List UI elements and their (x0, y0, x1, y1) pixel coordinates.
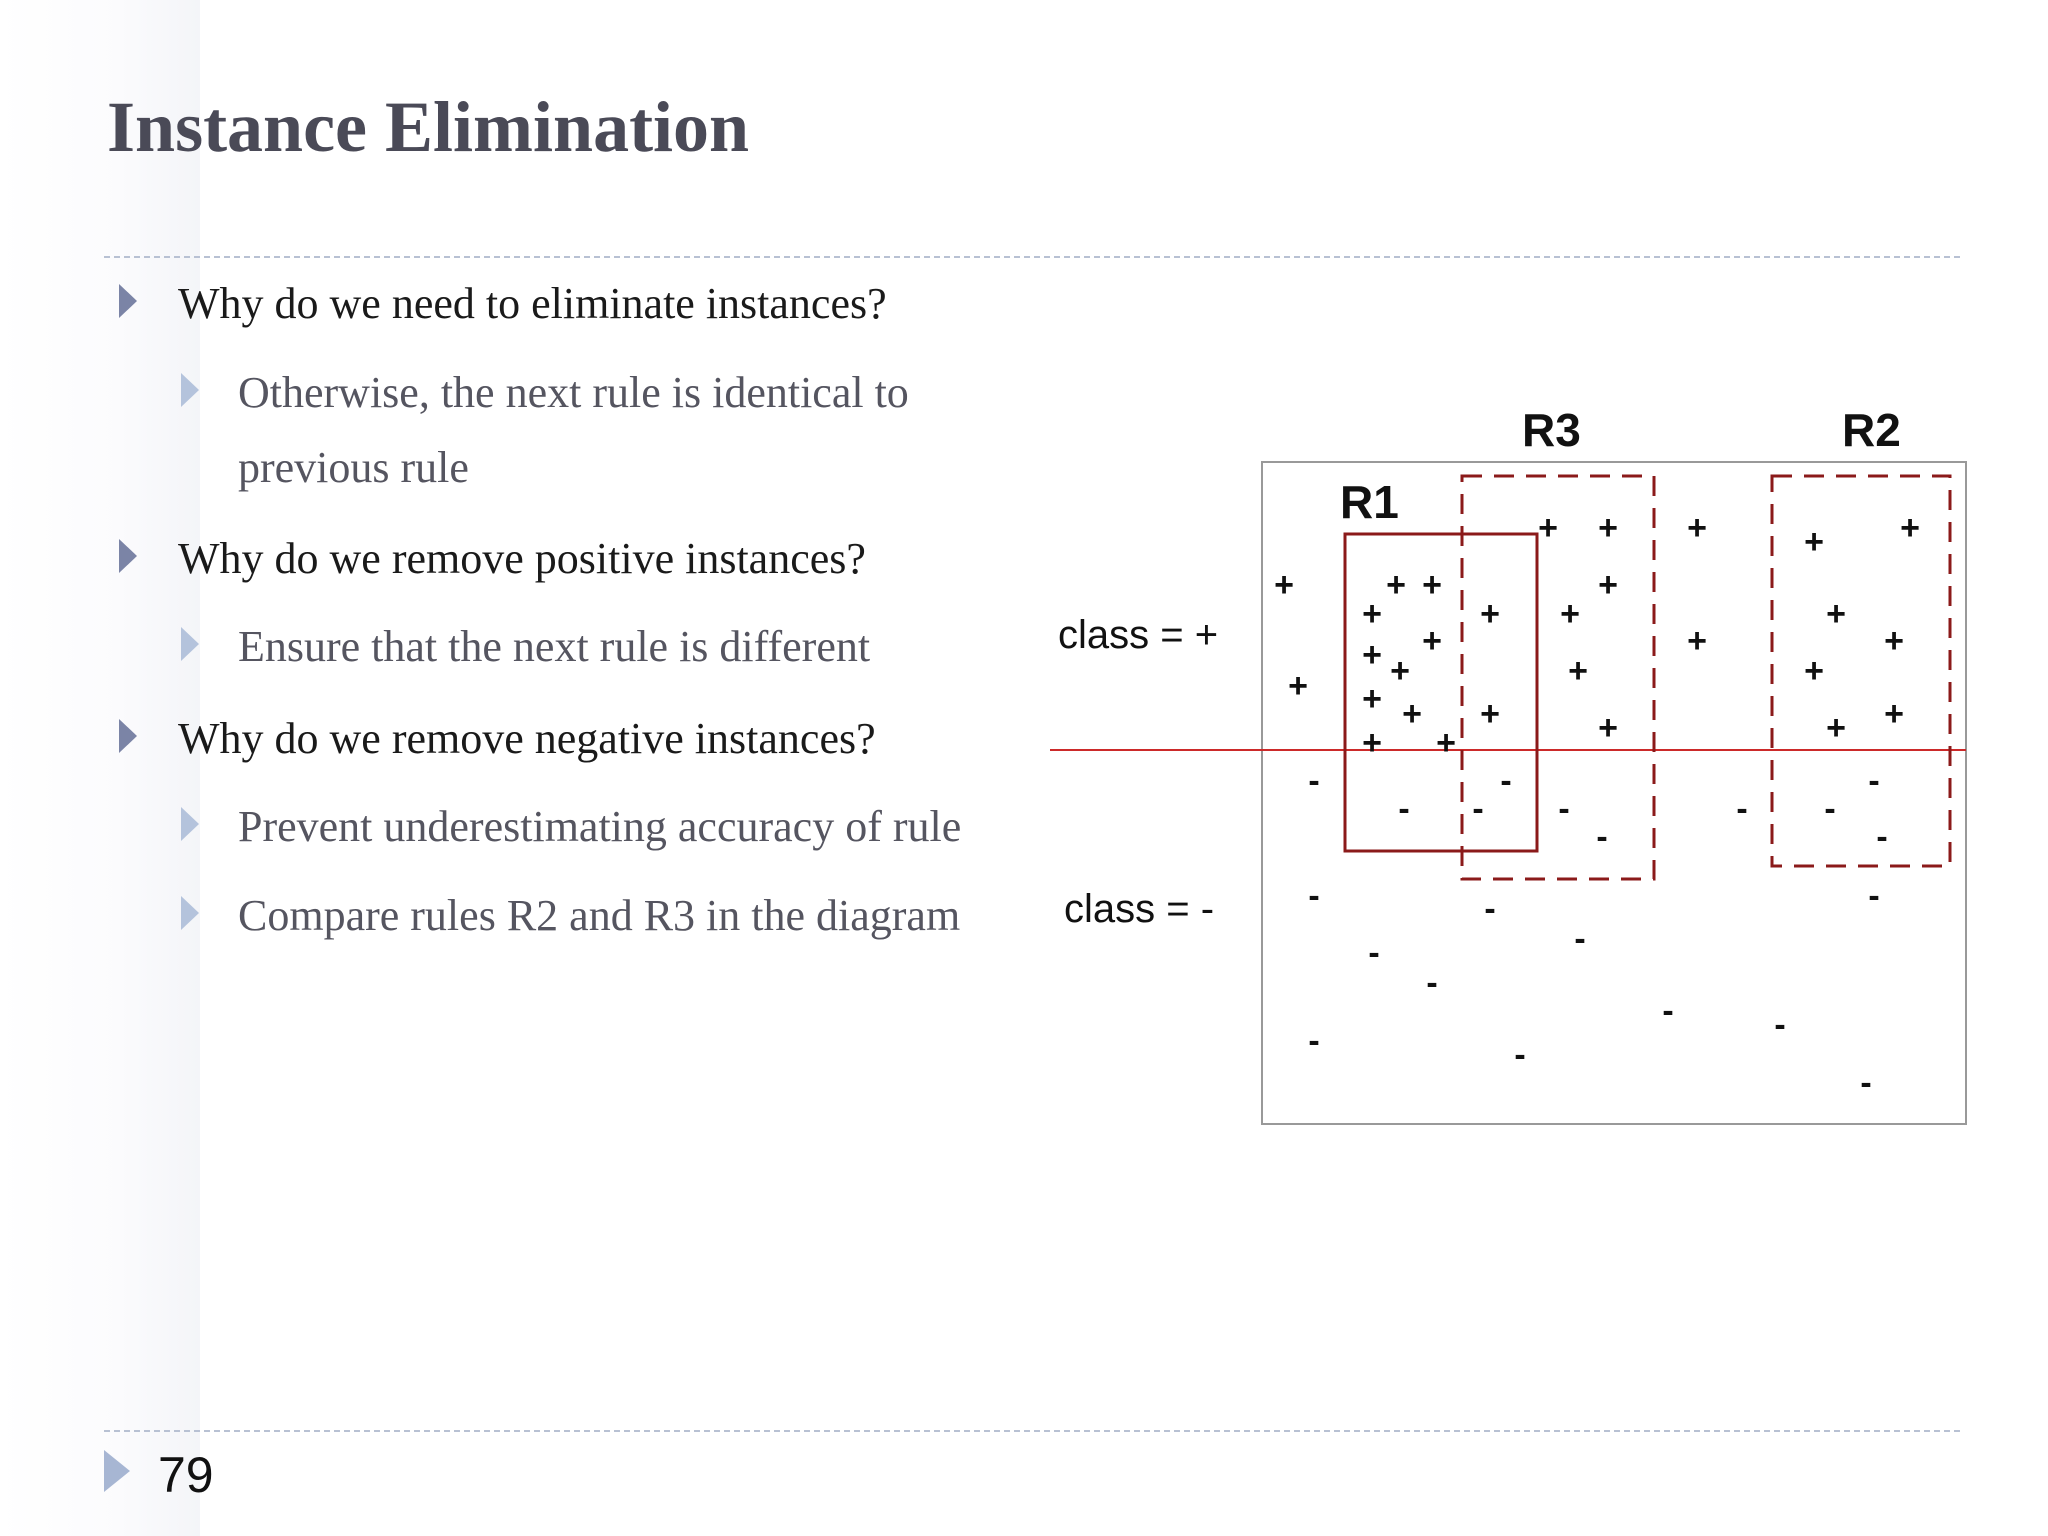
sub-bullet-text: previous rule (238, 443, 469, 492)
positive-instance-mark: + (1826, 595, 1846, 633)
negative-instance-mark: - (1868, 877, 1880, 915)
negative-instance-mark: - (1308, 762, 1320, 800)
positive-instance-mark: + (1884, 695, 1904, 733)
footer-arrow-icon (104, 1450, 130, 1492)
positive-instance-mark: + (1900, 509, 1920, 547)
positive-instance-mark: + (1687, 509, 1707, 547)
positive-instance-mark: + (1804, 523, 1824, 561)
negative-instance-mark: - (1500, 762, 1512, 800)
class-positive-label: class = + (1058, 613, 1219, 657)
bottom-divider (104, 1430, 1960, 1432)
negative-instance-mark: - (1574, 920, 1586, 958)
bullet-text: Why do we remove positive instances? (178, 534, 866, 583)
positive-instance-mark: + (1288, 667, 1308, 705)
positive-instance-mark: + (1826, 709, 1846, 747)
positive-instance-mark: + (1598, 509, 1618, 547)
negative-instance-mark: - (1596, 818, 1608, 856)
negative-instance-mark: - (1514, 1036, 1526, 1074)
negative-instance-mark: - (1876, 818, 1888, 856)
positive-instance-mark: + (1362, 680, 1382, 718)
positive-instance-mark: + (1362, 724, 1382, 762)
positive-instance-mark: + (1884, 622, 1904, 660)
positive-instance-mark: + (1274, 566, 1294, 604)
positive-instance-mark: + (1390, 652, 1410, 690)
page-number: 79 (158, 1447, 214, 1503)
sub-bullet-text: Compare rules R2 and R3 in the diagram (238, 891, 961, 940)
rule-r3-label: R3 (1522, 404, 1581, 456)
negative-instance-mark: - (1868, 762, 1880, 800)
positive-instance-mark: + (1560, 595, 1580, 633)
slide-title: Instance Elimination (107, 87, 750, 167)
bullet-text: Why do we need to eliminate instances? (178, 279, 887, 328)
rule-r1-label: R1 (1340, 476, 1399, 528)
positive-instance-mark: + (1568, 652, 1588, 690)
sub-bullet-text: Otherwise, the next rule is identical to (238, 368, 909, 417)
positive-instance-mark: + (1538, 509, 1558, 547)
negative-instance-mark: - (1824, 790, 1836, 828)
positive-instance-mark: + (1480, 695, 1500, 733)
negative-instance-mark: - (1308, 877, 1320, 915)
sub-bullet-text: Prevent underestimating accuracy of rule (238, 802, 962, 851)
negative-instance-mark: - (1398, 790, 1410, 828)
positive-instance-mark: + (1402, 695, 1422, 733)
positive-instance-mark: + (1386, 566, 1406, 604)
negative-instance-mark: - (1558, 790, 1570, 828)
diagram-frame (1262, 462, 1966, 1124)
positive-instance-mark: + (1480, 595, 1500, 633)
positive-instance-mark: + (1422, 622, 1442, 660)
negative-instance-mark: - (1860, 1064, 1872, 1102)
sub-bullet-text: Ensure that the next rule is different (238, 622, 871, 671)
negative-instance-mark: - (1472, 790, 1484, 828)
rule-r2-label: R2 (1842, 404, 1901, 456)
negative-instance-mark: - (1308, 1022, 1320, 1060)
negative-instance-mark: - (1774, 1006, 1786, 1044)
positive-instance-mark: + (1436, 724, 1456, 762)
negative-instance-mark: - (1662, 992, 1674, 1030)
class-negative-label: class = - (1064, 887, 1215, 931)
positive-instance-mark: + (1687, 622, 1707, 660)
bullet-text: Why do we remove negative instances? (178, 714, 876, 763)
positive-instance-mark: + (1422, 566, 1442, 604)
negative-instance-mark: - (1736, 790, 1748, 828)
negative-instance-mark: - (1368, 934, 1380, 972)
positive-instance-mark: + (1362, 636, 1382, 674)
positive-instance-mark: + (1598, 709, 1618, 747)
negative-instance-mark: - (1484, 890, 1496, 928)
positive-instance-mark: + (1598, 566, 1618, 604)
negative-instance-mark: - (1426, 964, 1438, 1002)
positive-instance-mark: + (1804, 652, 1824, 690)
positive-instance-mark: + (1362, 595, 1382, 633)
